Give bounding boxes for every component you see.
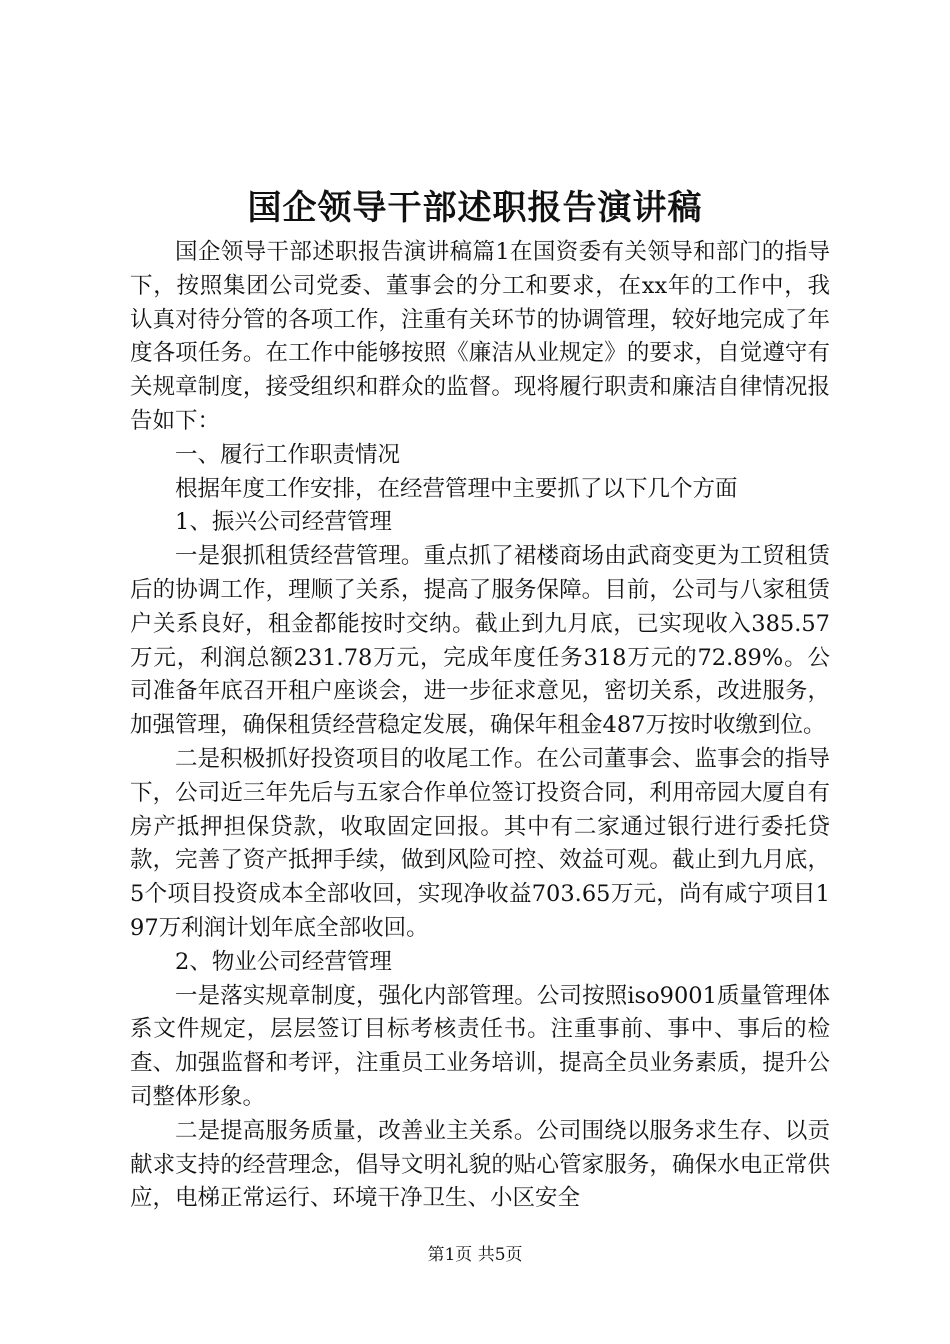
leasing-paragraph: 一是狠抓租赁经营管理。重点抓了裙楼商场由武商变更为工贸租赁后的协调工作，理顺了关系，提高了服务保障。目前，公司与八家租赁户关系良好，租金都能按时交纳。截止到九月底，已实现收入385.57万元，利润总额231.78万元，完成年度任务318万元的72.89%。公司准备年底召开租户座谈会，进一步征求意见，密切关系，改进服务，加强管理，确保租赁经营稳定发展，确保年租金487万按时收缴到位。 [130,543,830,739]
investment-paragraph: 二是积极抓好投资项目的收尾工作。在公司董事会、监事会的指导下，公司近三年先后与五家合作单位签订投资合同，利用帝园大厦自有房产抵押担保贷款，收取固定回报。其中有二家通过银行进行委托贷款，完善了资产抵押手续，做到风险可控、效益可观。截止到九月底，5个项目投资成本全部收回，实现净收益703.65万元，尚有咸宁项目197万利润计划年底全部收回。 [130,745,830,941]
service-paragraph: 二是提高服务质量，改善业主关系。公司围绕以服务求生存、以贡献求支持的经营理念，倡导文明礼貌的贴心管家服务，确保水电正常供应，电梯正常运行、环境干净卫生、小区安全 [130,1117,830,1212]
document-title: 国企领导干部述职报告演讲稿 [247,188,703,228]
page-footer: 第1页 共5页 [427,1245,523,1265]
rules-paragraph: 一是落实规章制度，强化内部管理。公司按照iso9001质量管理体系文件规定，层层签订目标考核责任书。注重事前、事中、事后的检查、加强监督和考评，注重员工业务培训，提高全员业务素质，提升公司整体形象。 [130,982,830,1110]
subsection-heading-2: 2、物业公司经营管理 [175,948,392,975]
section-intro-paragraph: 根据年度工作安排，在经营管理中主要抓了以下几个方面 [175,475,738,502]
subsection-heading-1: 1、振兴公司经营管理 [175,509,392,536]
document-body [130,236,830,1216]
intro-paragraph: 国企领导干部述职报告演讲稿篇1在国资委有关领导和部门的指导下，按照集团公司党委、董事会的分工和要求，在xx年的工作中，我认真对待分管的各项工作，注重有关环节的协调管理，较好地完成了年度各项任务。在工作中能够按照《廉洁从业规定》的要求，自觉遵守有关规章制度，接受组织和群众的监督。现将履行职责和廉洁自律情况报告如下： [130,239,830,434]
section-heading-1: 一、履行工作职责情况 [175,441,401,468]
